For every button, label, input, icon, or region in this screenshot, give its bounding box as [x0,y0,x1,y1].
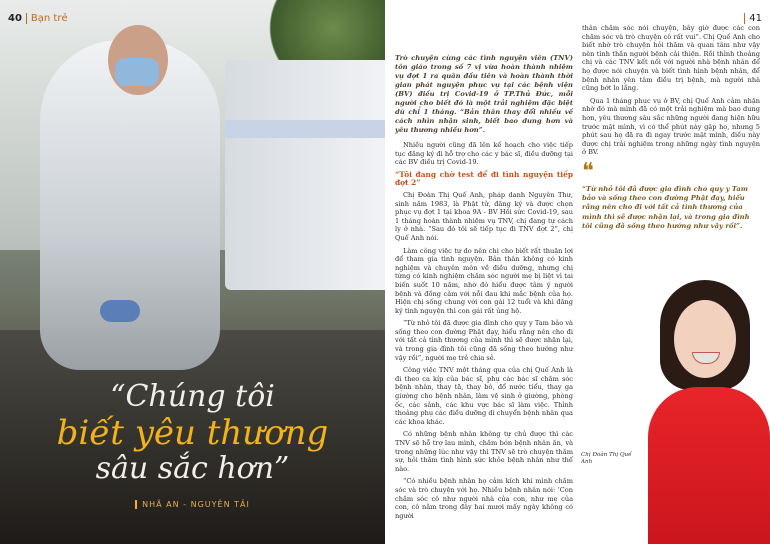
portrait-face [674,300,736,378]
article-paragraph: Làm công việc tự do nên chị cho biết rất thuận lợi để tham gia tình nguyện. Bản thân không có kinh nghiệm và chuyên môn về điều dưỡng, nhưng chị từng có kinh nghiệm chăm sóc người mẹ bị liệt vì tai biến suốt 10 năm, nhờ đó hiểu được tâm ý người bệnh và đồng cảm với nỗi đau khi mắc bệnh của họ. Hiện chị sống chung với con gái 12 tuổi và khi đăng ký tình nguyện thì con gái rất ủng hộ. [395,246,573,315]
portrait-red-dress [648,387,770,544]
article-paragraph: thân chăm sóc nói chuyện, bây giờ được các con chăm sóc và trò chuyện cô rất vui”. Chị Quế Anh cho biết nhờ trò chuyện hỏi thăm và quan tâm như vậy nên tinh thần người bệnh cải thiện. Rồi thỉnh thoảng chị và các TNV kết nối với người nhà bệnh nhân để họ được nói chuyện và biết tình hình bệnh nhân, để bệnh nhân yên tâm điều trị bệnh, mà người nhà cũng bớt lo lắng. [582,24,760,93]
article-paragraph: Chị Đoàn Thị Quế Anh, pháp danh Nguyên Thư, sinh năm 1983, là Phật tử, đăng ký và được chọn phục vụ đợt 1 tại khoa 9A - BV Hồi sức Covid-19, sau 1 tháng hoàn thành nhiệm vụ TNV, chị đang tự cách ly ở nhà. “Sau đó tôi sẽ tiếp tục đi TNV đợt 2”, chị Quế Anh nói. [395,190,573,242]
headline [0,380,385,486]
byline-text: NHÃ AN - NGUYÊN TẢI [142,500,250,509]
photo-shoe [100,300,140,322]
photo-ambulance [225,60,385,290]
quote-mark-icon: ❝ [582,158,594,184]
pull-quote: “Từ nhỏ tôi đã được gia đình cho quy y Tam bảo và sống theo con đường Phật đạy, hiểu rằng nên cho đi với tất cả tình thương của mình thì sẽ được nhận lại, và trong gia đình tôi cũng đã sống theo hướng như vậy rồi”. [582,184,750,230]
article-paragraph: Qua 1 tháng phục vụ ở BV, chị Quế Anh cảm nhận nhờ đó mà mình đã có một trải nghiệm mà bao dung hơn, yêu thương sâu sắc những người đang hiện hữu trước mặt mình, vì có thể phút này gặp họ, nhưng 5 phút sau họ đã ra đi ngay trước mặt mình, điều này được chị trải nghiệm trong những ngày tình nguyện ở BV. [582,96,760,157]
byline [0,500,385,509]
section-label: Bạn trẻ [30,13,68,24]
photo-ambulance-stripe [225,120,385,138]
page-header-right [744,13,762,24]
photo-face-mask [115,58,159,86]
article-subhead: “Tôi đang chờ test để đi tình nguyện tiếp đợt 2” [395,169,573,188]
page-number: 41 [749,13,762,24]
headline-line-2: biết yêu thương [56,413,329,453]
article-paragraph: “Từ nhỏ tôi đã được gia đình cho quy y Tam bảo và sống theo con đường Phật đạy, hiểu rằng nên cho đi với tất cả tình thương của mình thì sẽ được nhận lại, và trong gia đình tôi cũng đã sống theo hướng như vậy rồi”, người mẹ trẻ chia sẻ. [395,319,573,362]
headline-line-3: sâu sắc hơn” [95,451,290,486]
right-page [385,0,770,544]
article-column-2 [582,24,760,231]
header-divider [744,13,745,24]
header-divider [26,13,27,24]
article-paragraph: Công việc TNV một tháng qua của chị Quế Anh là đi theo ca kíp của bác sĩ, phụ các bác sĩ chăm sóc bệnh nhân, thay tã, thay bô, đổ nước tiểu, thay ga giường cho bệnh nhân, làm vệ sinh ở giường, phòng ốc, các sảnh, các khu vực bác sĩ làm việc. Thỉnh thoảng phụ các điều dưỡng di chuyển bệnh nhân qua các khoa khác. [395,366,573,426]
page-number: 40 [8,13,22,24]
article-paragraph: Nhiều người cũng đã lên kế hoạch cho việc tiếp tục đăng ký đi hỗ trợ cho các y bác sĩ, điều dưỡng tại các BV điều trị Covid-19. [395,141,573,167]
portrait-caption: Chị Đoàn Thị Quế Anh [581,452,632,465]
byline-bar [135,500,137,509]
portrait-photo [638,262,770,544]
page-header-left [8,13,68,24]
article-paragraph: Có những bệnh nhân không tự chủ được thì các TNV sẽ hỗ trợ lau mình, chăm bón bệnh nhân ăn, và trong những lúc như vậy thì TNV sẽ trò chuyện thăm sự, hỏi thăm tình hình sức khỏe bệnh nhân như thế nào. [395,430,573,473]
article-column-1 [395,54,573,524]
article-paragraph: “Có nhiều bệnh nhân họ cảm kích khi mình chăm sóc và trò chuyện với họ. Nhiều bệnh nhân nói: ‘Con chăm sóc cô như người nhà của con, như mẹ của con, cô nằm trong đây hai mươi mấy ngày không có người [395,477,573,520]
article-lead: Trò chuyện cùng các tình nguyện viên (TNV) tôn giáo trong số 7 vị vừa hoàn thành nhiệm vụ đợt 1 ra quân đầu tiên và hoàn thành thời gian phát nguyện phục vụ tại các bệnh viện (BV) điều trị Covid-19 ở TP.Thủ Đức, mỗi người cho biết đó là một trải nghiệm đặc biệt dù chỉ 1 tháng. “Bản thân thay đổi nhiều về cách nhìn nhận sinh, biết bao dung hơn và yêu thương nhiều hơn”. [395,54,573,134]
headline-line-1: “Chúng tôi [110,379,275,414]
